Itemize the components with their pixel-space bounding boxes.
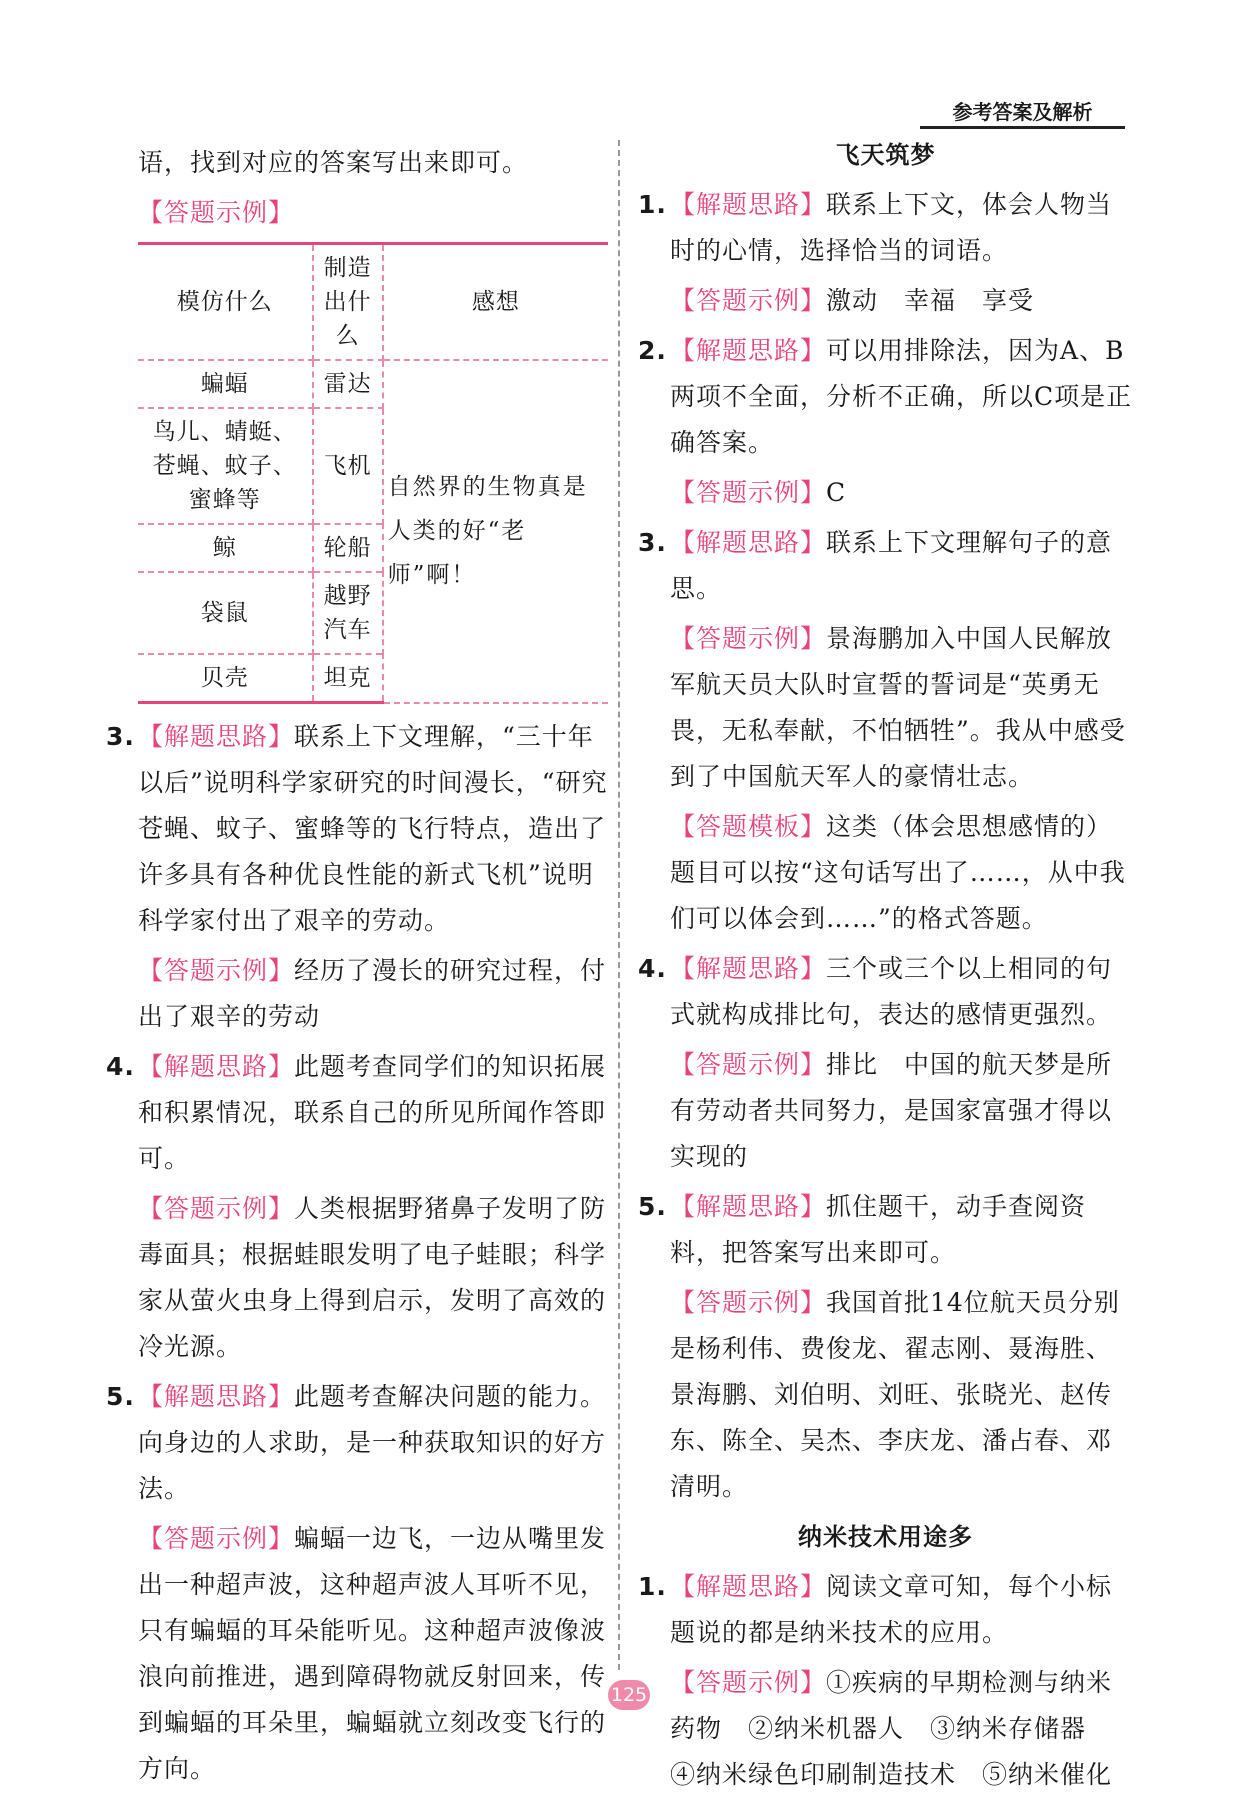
question-number: 3. [106,722,135,751]
example-tag: 【答题示例】 [670,1668,827,1697]
question-3 [106,714,608,1040]
question-4 [106,1044,608,1370]
example-text: 人类根据野猪鼻子发明了防毒面具；根据蛙眼发明了电子蛙眼；科学家从萤火虫身上得到启示，发明了高效的冷光源。 [138,1194,607,1361]
table-cell: 雷达 [313,360,383,408]
page-header: 参考答案及解析 [920,96,1125,129]
section-2-items [638,1564,1133,1798]
thought-text: 阅读文章可知，每个小标题说的都是纳米技术的应用。 [670,1572,1113,1647]
thought-text: 联系上下文，体会人物当时的心情，选择恰当的词语。 [670,190,1113,265]
thought-text: 三个或三个以上相同的句式就构成排比句，表达的感情更强烈。 [670,954,1113,1029]
thought-tag: 【解题思路】 [670,1572,827,1601]
example-text: 我国首批14位航天员分别是杨利伟、费俊龙、翟志刚、聂海胜、景海鹏、刘伯明、刘旺、张晓光、赵传东、陈全、吴杰、李庆龙、潘占春、邓清明。 [670,1288,1120,1501]
example-text: 排比 中国的航天梦是所有劳动者共同努力，是国家富强才得以实现的 [670,1050,1113,1171]
table-header: 制造出什么 [313,244,383,361]
table-cell: 鲸 [138,524,313,572]
example-text: 蝙蝠一边飞，一边从嘴里发出一种超声波，这种超声波人耳听不见，只有蝙蝠的耳朵能听见。这种超声波像波浪向前推进，遇到障碍物就反射回来，传到蝙蝠的耳朵里，蝙蝠就立刻改变飞行的方向。 [138,1524,607,1783]
thought-tag: 【解题思路】 [670,1192,827,1221]
thought-tag: 【解题思路】 [138,1052,295,1081]
question-number: 2. [638,336,667,365]
table-cell: 越野汽车 [313,572,383,654]
right-column [638,130,1133,1802]
example-text: C [826,478,847,507]
question-number: 3. [638,528,667,557]
thought-text: 联系上下文理解，“三十年以后”说明科学家研究的时间漫长，“研究苍蝇、蚊子、蜜蜂等的飞行特点，造出了许多具有各种优良性能的新式飞机”说明科学家付出了艰辛的劳动。 [138,722,608,935]
thought-tag: 【解题思路】 [670,336,827,365]
thought-text: 可以用排除法，因为A、B两项不全面，分析不正确，所以C项是正确答案。 [670,336,1133,457]
question-number: 5. [638,1192,667,1221]
table-header: 感想 [383,244,608,361]
table-row [138,360,608,408]
template-tag: 【答题模板】 [670,812,827,841]
question-3 [638,520,1133,942]
feeling-cell: 自然界的生物真是人类的好“老师”啊！ [383,360,608,703]
question-5 [638,1184,1133,1510]
question-number: 4. [638,954,667,983]
left-column [106,140,608,1796]
example-tag: 【答题示例】 [138,1524,295,1553]
example-text: 激动 幸福 享受 [826,286,1035,315]
question-2 [638,328,1133,516]
table-cell: 鸟儿、蜻蜓、苍蝇、蚊子、蜜蜂等 [138,408,313,524]
thought-text: 此题考查同学们的知识拓展和积累情况，联系自己的所见所闻作答即可。 [138,1052,607,1173]
example-tag: 【答题示例】 [670,624,827,653]
example-text: ①疾病的早期检测与纳米药物 ②纳米机器人 ③纳米存储器 ④纳米绿色印刷制造技术 ⑤纳米催化 [670,1668,1113,1789]
intro-text: 语，找到对应的答案写出来即可。 [138,148,529,177]
table-header: 模仿什么 [138,244,313,361]
example-tag: 【答题示例】 [138,956,295,985]
table-cell: 蝙蝠 [138,360,313,408]
example-tag: 【答题示例】 [670,478,827,507]
question-1 [638,182,1133,324]
example-tag: 【答题示例】 [670,286,827,315]
section-title: 飞天筑梦 [835,141,936,169]
page-number-badge: 125 [608,1680,650,1710]
thought-tag: 【解题思路】 [670,954,827,983]
imitation-table [138,242,608,704]
question-number: 4. [106,1052,135,1081]
example-tag: 【答题示例】 [138,198,295,227]
template-text: 这类（体会思想感情的）题目可以按“这句话写出了……，从中我们可以体会到……”的格式答题。 [670,812,1126,933]
example-tag: 【答题示例】 [670,1288,827,1317]
example-text: 经历了漫长的研究过程，付出了艰辛的劳动 [138,956,607,1031]
table-cell: 袋鼠 [138,572,313,654]
thought-text: 抓住题干，动手查阅资料，把答案写出来即可。 [670,1192,1087,1267]
section-title: 纳米技术用途多 [798,1523,973,1551]
question-5 [106,1374,608,1792]
section-1-items [638,182,1133,1510]
table-cell: 飞机 [313,408,383,524]
thought-tag: 【解题思路】 [138,722,295,751]
table-cell: 贝壳 [138,654,313,703]
thought-text: 此题考查解决问题的能力。向身边的人求助，是一种获取知识的好方法。 [138,1382,607,1503]
example-text: 景海鹏加入中国人民解放军航天员大队时宣誓的誓词是“英勇无畏，无私奉献，不怕牺牲”。我从中感受到了中国航天军人的豪情壮志。 [670,624,1126,791]
example-tag: 【答题示例】 [670,1050,827,1079]
question-number: 1. [638,1572,667,1601]
table-header-row [138,244,608,361]
question-1 [638,1564,1133,1798]
thought-tag: 【解题思路】 [670,528,827,557]
thought-tag: 【解题思路】 [138,1382,295,1411]
thought-text: 联系上下文理解句子的意思。 [670,528,1113,603]
table-cell: 轮船 [313,524,383,572]
thought-tag: 【解题思路】 [670,190,827,219]
example-tag: 【答题示例】 [138,1194,295,1223]
question-number: 1. [638,190,667,219]
question-4 [638,946,1133,1180]
column-divider [618,140,620,1670]
table-cell: 坦克 [313,654,383,703]
question-number: 5. [106,1382,135,1411]
